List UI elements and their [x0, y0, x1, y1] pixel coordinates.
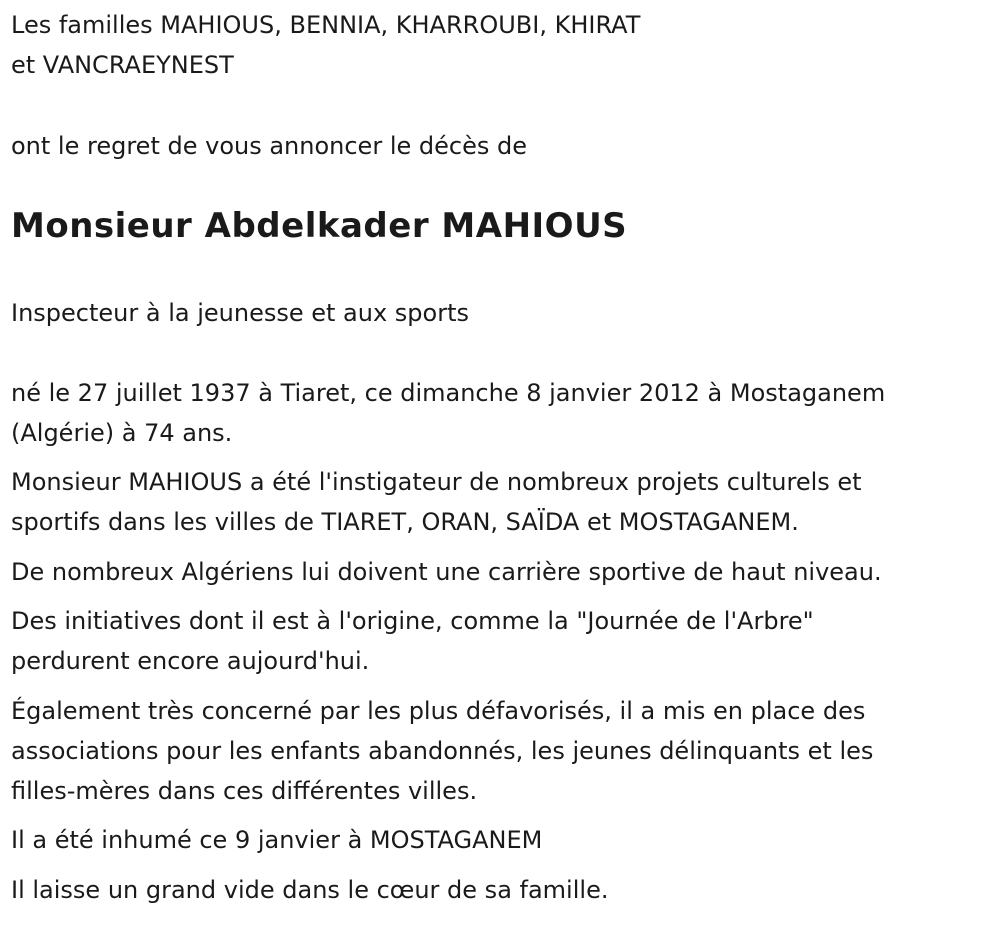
- families-heading: [11, 5, 640, 85]
- associations-line-1: Également très concerné par les plus défavorisés, il a mis en place des: [11, 697, 866, 725]
- projects-line-1: Monsieur MAHIOUS a été l'instigateur de nombreux projets culturels et: [11, 468, 862, 496]
- families-line-1: Les familles MAHIOUS, BENNIA, KHARROUBI, KHIRAT: [11, 11, 641, 39]
- associations-line-3: filles-mères dans ces différentes villes.: [11, 777, 478, 805]
- announcement-text: ont le regret de vous annoncer le décès de: [11, 132, 527, 160]
- families-line-2: et VANCRAEYNEST: [11, 51, 234, 79]
- associations-line-2: associations pour les enfants abandonnés, les jeunes délinquants et les: [11, 737, 874, 765]
- associations-paragraph: [11, 691, 873, 811]
- initiatives-line-1: Des initiatives dont il est à l'origine, comme la "Journée de l'Arbre": [11, 607, 814, 635]
- projects-paragraph: [11, 462, 862, 542]
- careers-paragraph: De nombreux Algériens lui doivent une carrière sportive de haut niveau.: [11, 558, 882, 586]
- birth-death-line-2: (Algérie) à 74 ans.: [11, 419, 233, 447]
- initiatives-line-2: perdurent encore aujourd'hui.: [11, 647, 370, 675]
- projects-line-2: sportifs dans les villes de TIARET, ORAN, SAÏDA et MOSTAGANEM.: [11, 508, 799, 536]
- initiatives-paragraph: [11, 601, 814, 681]
- deceased-title: Inspecteur à la jeunesse et aux sports: [11, 299, 469, 327]
- family-void-paragraph: Il laisse un grand vide dans le cœur de sa famille.: [11, 876, 609, 904]
- deceased-name: Monsieur Abdelkader MAHIOUS: [11, 206, 628, 246]
- birth-death-line-1: né le 27 juillet 1937 à Tiaret, ce dimanche 8 janvier 2012 à Mostaganem: [11, 379, 886, 407]
- birth-death-paragraph: [11, 373, 885, 453]
- burial-paragraph: Il a été inhumé ce 9 janvier à MOSTAGANEM: [11, 826, 543, 854]
